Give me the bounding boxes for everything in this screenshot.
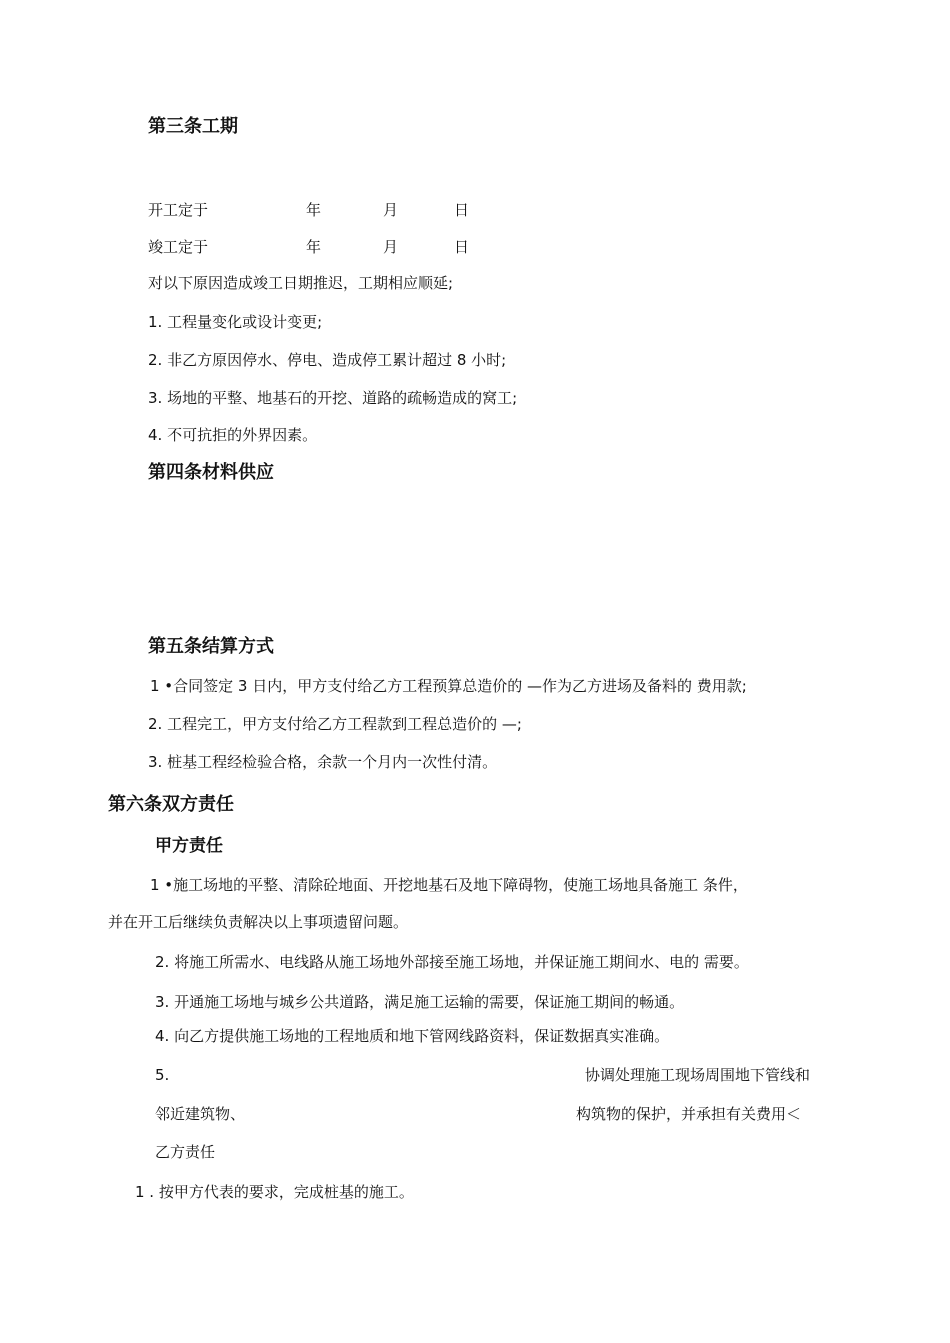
party-a-item: 3. 开通施工场地与城乡公共道路，满足施工运输的需要，保证施工期间的畅通。: [155, 993, 685, 1011]
payment-item: 3. 桩基工程经检验合格，余款一个月内一次性付清。: [148, 753, 498, 771]
start-year-label: 年: [306, 201, 322, 219]
start-month-label: 月: [383, 201, 399, 219]
party-a-item-continuation: 并在开工后继续负责解决以上事项遗留问题。: [108, 913, 409, 931]
start-day-label: 日: [454, 201, 470, 219]
party-a-item-5-number: 5.: [155, 1066, 170, 1084]
end-month-label: 月: [383, 238, 399, 256]
party-a-item: 4. 向乙方提供施工场地的工程地质和地下管网线路资料，保证数据真实准确。: [155, 1027, 670, 1045]
party-a-item-5-text: 邻近建筑物、: [155, 1105, 246, 1123]
party-a-item-5-text: 协调处理施工现场周围地下管线和: [585, 1066, 811, 1084]
section-3-title: 第三条工期: [148, 116, 238, 137]
party-a-title: 甲方责任: [155, 836, 223, 856]
section-6-title: 第六条双方责任: [108, 794, 234, 815]
delay-item: 1. 工程量变化或设计变更;: [148, 313, 323, 331]
section-4-title: 第四条材料供应: [148, 462, 274, 483]
payment-item: 1 •合同签定 3 日内，甲方支付给乙方工程预算总造价的 —作为乙方进场及备料的 费用款;: [150, 677, 747, 695]
party-a-item-5-text: 构筑物的保护，并承担有关费用＜: [576, 1105, 802, 1123]
party-a-item: 2. 将施工所需水、电线路从施工场地外部接至施工场地，并保证施工期间水、电的 需要。: [155, 953, 749, 971]
end-day-label: 日: [454, 238, 470, 256]
end-year-label: 年: [306, 238, 322, 256]
party-b-item: 1 . 按甲方代表的要求，完成桩基的施工。: [135, 1183, 414, 1201]
delay-item: 2. 非乙方原因停水、停电、造成停工累计超过 8 小时;: [148, 351, 507, 369]
delay-intro: 对以下原因造成竣工日期推迟，工期相应顺延;: [148, 274, 454, 292]
section-5-title: 第五条结算方式: [148, 636, 274, 657]
end-date-label: 竣工定于: [148, 238, 209, 256]
start-date-label: 开工定于: [148, 201, 209, 219]
party-a-item: 1 •施工场地的平整、清除砼地面、开挖地基石及地下障碍物，使施工场地具备施工 条件，: [150, 876, 748, 894]
party-b-title: 乙方责任: [155, 1143, 216, 1161]
delay-item: 3. 场地的平整、地基石的开挖、道路的疏畅造成的窝工;: [148, 389, 518, 407]
payment-item: 2. 工程完工，甲方支付给乙方工程款到工程总造价的 —;: [148, 715, 522, 733]
delay-item: 4. 不可抗拒的外界因素。: [148, 426, 318, 444]
